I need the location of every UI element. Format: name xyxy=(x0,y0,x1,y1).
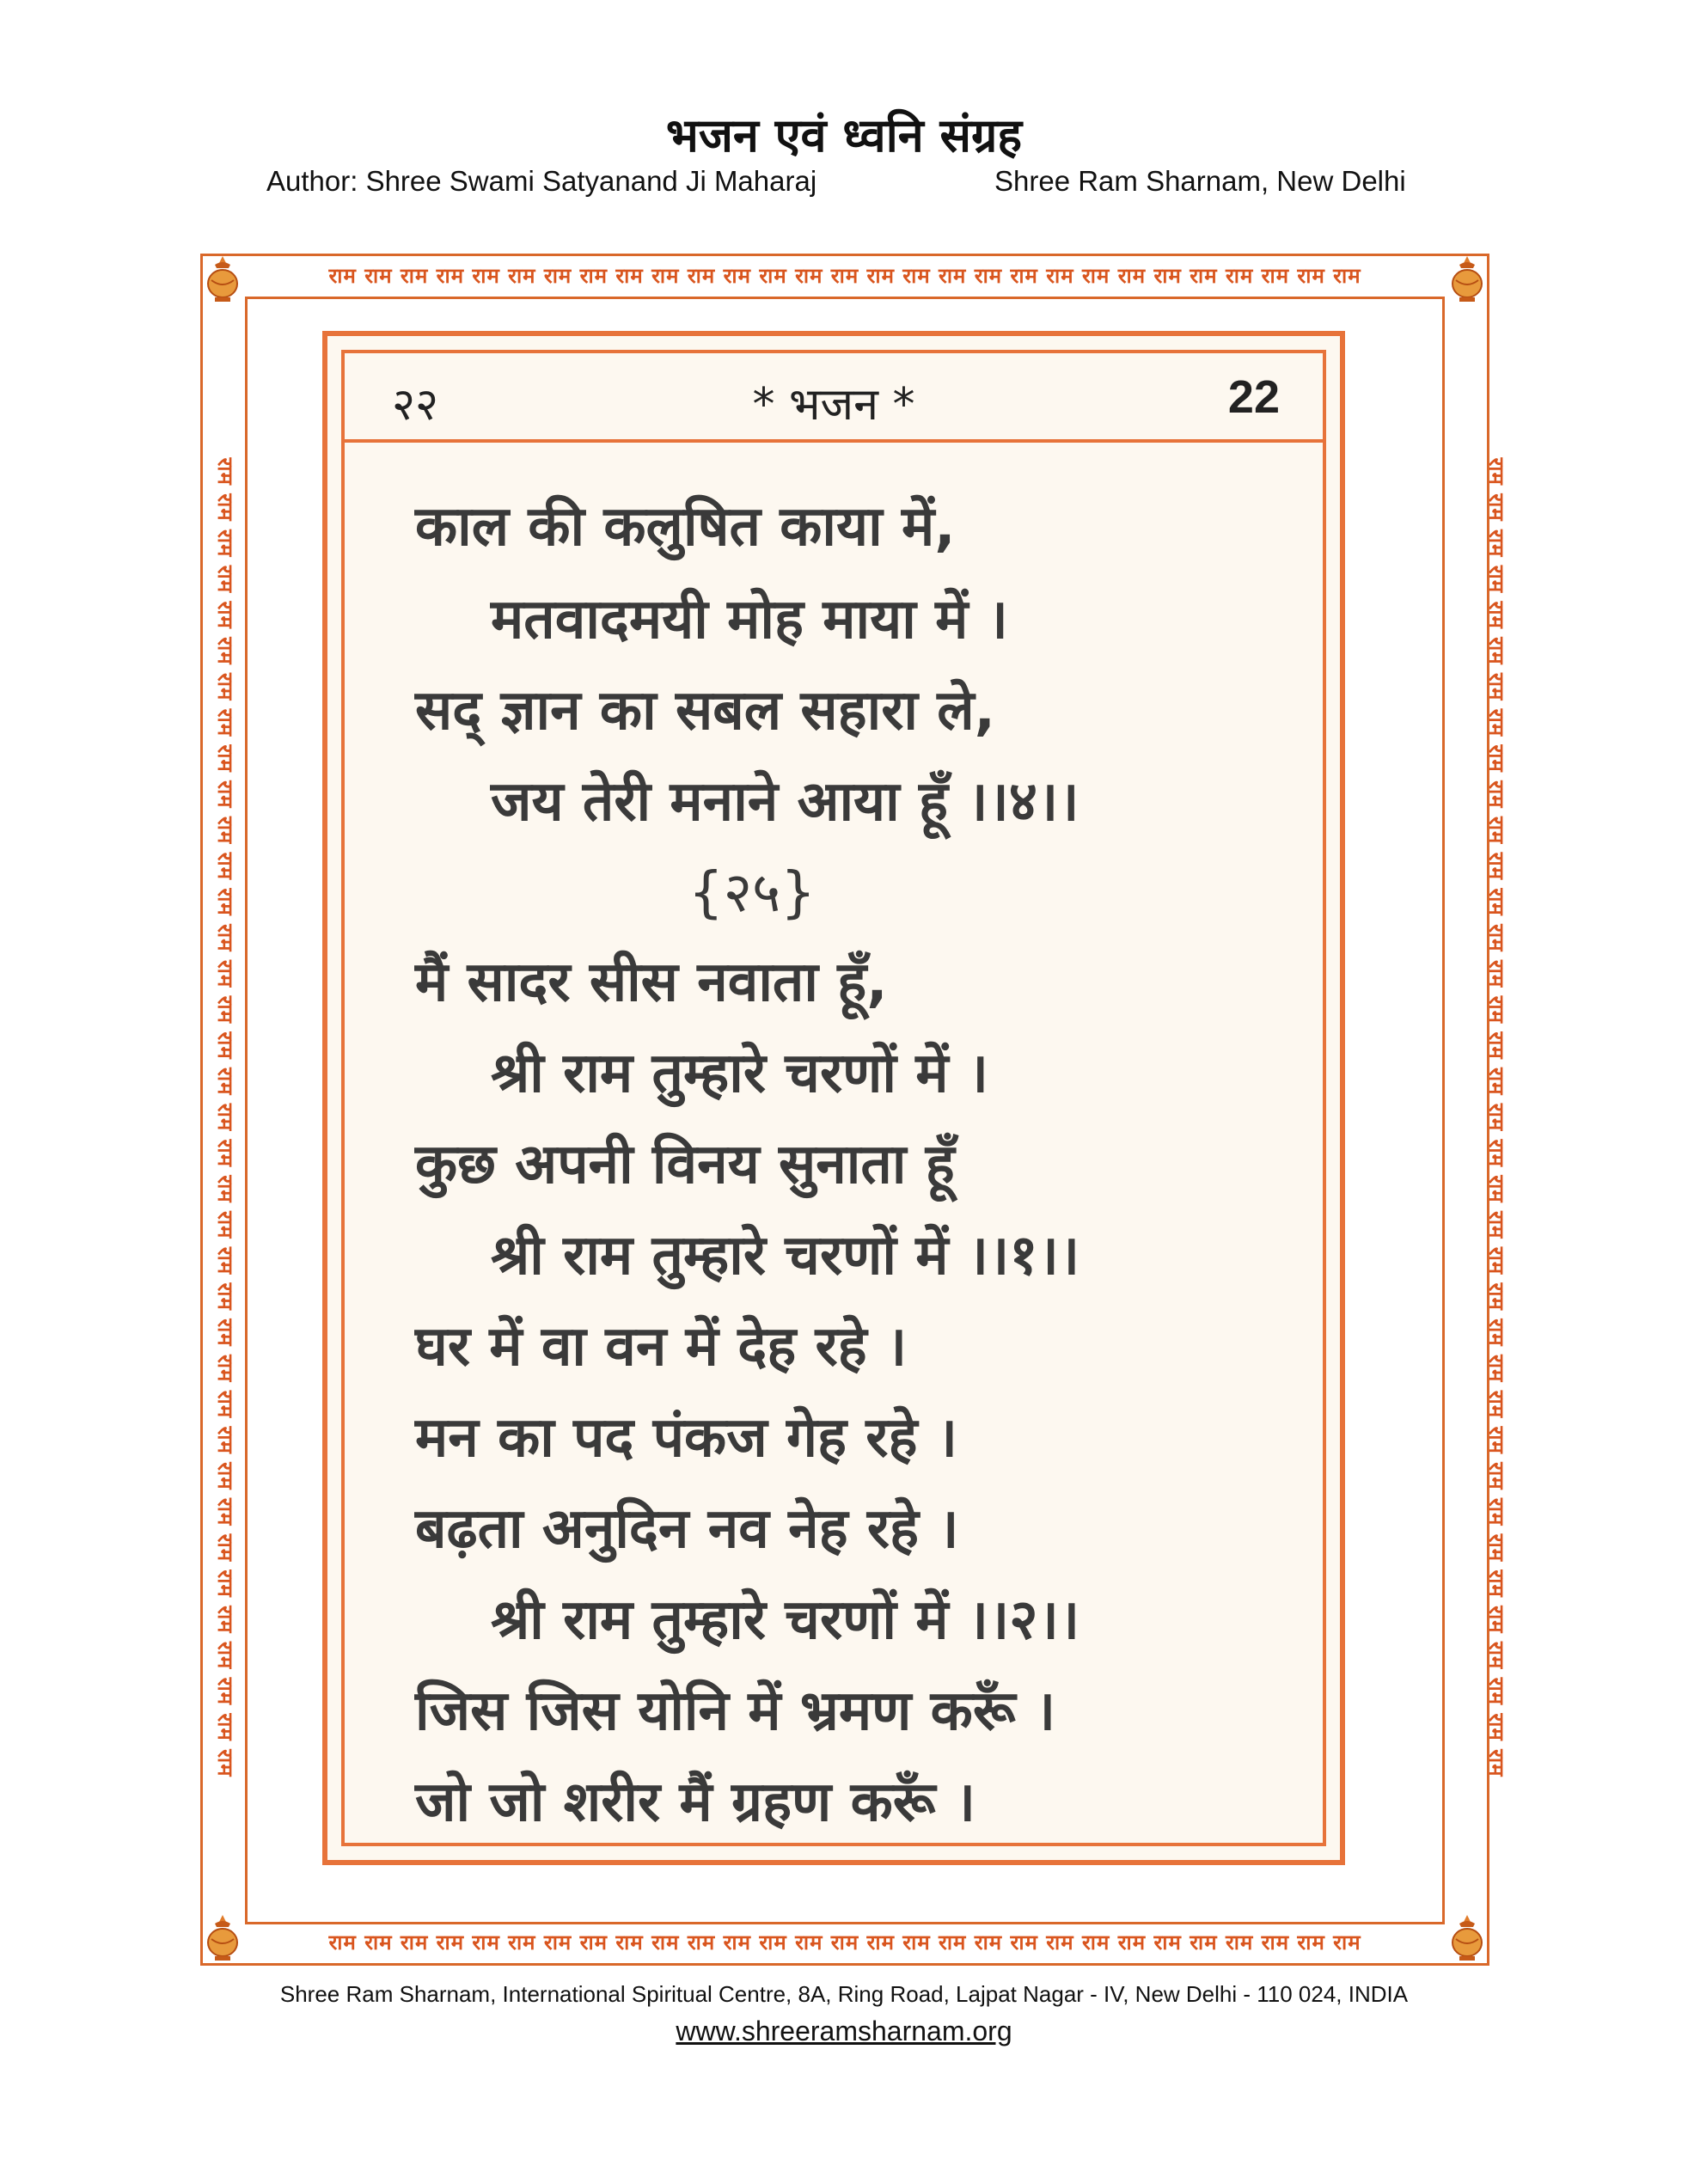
bhajan-card xyxy=(322,331,1345,1865)
verse-line: घर में वा वन में देह रहे । xyxy=(415,1315,908,1379)
kalash-icon xyxy=(1447,1913,1487,1963)
verse-line: जो जो शरीर मैं ग्रहण करूँ । xyxy=(415,1771,976,1834)
verse-line: श्री राम तुम्हारे चरणों में । xyxy=(491,1042,989,1105)
page-number-hindi: २२ xyxy=(392,379,439,431)
card-title: * भजन * xyxy=(752,379,915,431)
author-line: Author: Shree Swami Satyanand Ji Maharaj xyxy=(266,165,817,197)
verse-line: सद् ज्ञान का सबल सहारा ले, xyxy=(415,679,995,743)
kalash-icon xyxy=(203,1913,242,1963)
ram-border-top: राम राम राम राम राम राम राम राम राम राम राम राम राम राम राम राम राम राम राम राम राम राम राम राम राम राम राम राम राम xyxy=(328,264,1361,288)
kalash-icon xyxy=(203,254,242,304)
ram-border-left: राम राम राम राम राम राम राम राम राम राम राम राम राम राम राम राम राम राम राम राम राम राम राम राम राम राम राम राम राम राम राम राम राम राम राम राम राम xyxy=(213,457,237,1777)
verse-line: जय तेरी मनाने आया हूँ ।।४।। xyxy=(491,770,1079,834)
ram-border-right: राम राम राम राम राम राम राम राम राम राम राम राम राम राम राम राम राम राम राम राम राम राम राम राम राम राम राम राम राम राम राम राम राम राम राम राम राम xyxy=(1484,457,1508,1777)
verse-line: जिस जिस योनि में भ्रमण करूँ । xyxy=(415,1679,1056,1743)
verse-line: मतवादमयी मोह माया में । xyxy=(491,588,1008,652)
verse-line: मन का पद पंकज गेह रहे । xyxy=(415,1406,957,1470)
kalash-icon xyxy=(1447,254,1487,304)
verse-line: काल की कलुषित काया में, xyxy=(415,495,956,559)
ram-border-bottom: राम राम राम राम राम राम राम राम राम राम राम राम राम राम राम राम राम राम राम राम राम राम राम राम राम राम राम राम राम xyxy=(328,1930,1361,1955)
verse-number: {२५} xyxy=(688,861,816,925)
verse-line: मैं सादर सीस नवाता हूँ, xyxy=(415,951,888,1014)
verse-line: कुछ अपनी विनय सुनाता हूँ xyxy=(415,1133,955,1196)
verse-line: श्री राम तुम्हारे चरणों में ।।२।। xyxy=(491,1588,1080,1652)
org-name: Shree Ram Sharnam, New Delhi xyxy=(994,165,1406,197)
page-title: भजन एवं ध्वनि संग्रह xyxy=(665,108,1023,162)
verse-line: श्री राम तुम्हारे चरणों में ।।१।। xyxy=(491,1224,1080,1288)
footer-address: Shree Ram Sharnam, International Spiritual Centre, 8A, Ring Road, Lajpat Nagar - IV, New Delhi - 110 024, INDIA xyxy=(279,1981,1409,2007)
verse-line: बढ़ता अनुदिन नव नेह रहे । xyxy=(415,1497,959,1561)
footer-website-link[interactable]: www.shreeramsharnam.org xyxy=(676,2016,1012,2046)
bhajan-card-inner xyxy=(341,350,1326,1846)
page-number: 22 xyxy=(1227,371,1280,423)
card-header xyxy=(345,353,1323,443)
